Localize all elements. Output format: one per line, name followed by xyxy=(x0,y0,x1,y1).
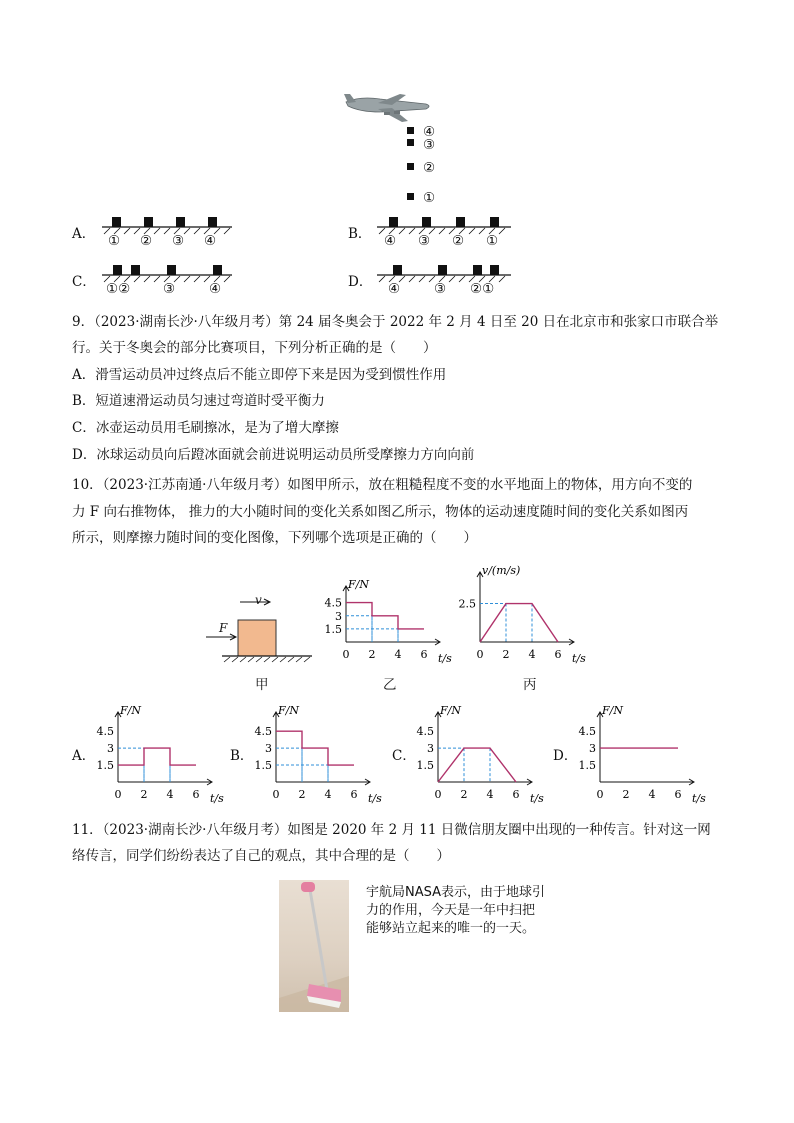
q9-option-c: C．冰壶运动员用毛刷擦冰，是为了增大摩擦 xyxy=(72,420,339,436)
landing-label: ④ xyxy=(204,233,217,249)
y-axis-label: F/N xyxy=(120,704,141,717)
landing-label: ④ xyxy=(384,233,397,249)
y-axis-label: F/N xyxy=(348,578,369,591)
x-tick-label: 2 xyxy=(368,648,376,661)
q9-option-d: D．冰球运动员向后蹬冰面就会前进说明运动员所受摩擦力方向向前 xyxy=(72,447,475,463)
landing-label: ②① xyxy=(470,281,495,297)
q10-stem: 力 F 向右推物体， 推力的大小随时间的变化关系如图乙所示，物体的运动速度随时间的变化关系如图丙 xyxy=(72,504,689,520)
y-tick-label: 1.5 xyxy=(96,759,114,773)
x-tick-label: 0 xyxy=(596,788,604,801)
x-tick-label: 4 xyxy=(324,788,332,801)
y-tick-label: 4.5 xyxy=(416,725,434,739)
x-tick-label: 6 xyxy=(350,788,358,801)
y-axis-label: F/N xyxy=(278,704,299,717)
rumor-caption-line: 力的作用，今天是一年中扫把 xyxy=(366,903,536,918)
landing-label: ③ xyxy=(172,233,185,249)
y-axis-label: F/N xyxy=(440,704,461,717)
q10-option-d-letter: D． xyxy=(553,748,578,764)
q10-option-c-letter: C． xyxy=(392,748,416,764)
x-tick-label: 2 xyxy=(140,788,148,801)
x-tick-label: 4 xyxy=(166,788,174,801)
force-label: F xyxy=(219,621,228,635)
landing-label: ③ xyxy=(418,233,431,249)
fig-caption-yi: 乙 xyxy=(383,677,397,693)
x-tick-label: 4 xyxy=(528,648,536,661)
landing-label: ④ xyxy=(388,281,401,297)
drop-box xyxy=(407,139,414,146)
q11-stem: 络传言，同学们纷纷表达了自己的观点，其中合理的是（ ） xyxy=(72,848,450,864)
x-tick-label: 2 xyxy=(502,648,510,661)
y-tick-label: 4.5 xyxy=(578,725,596,739)
y-tick-label: 4.5 xyxy=(324,596,342,610)
y-tick-label: 3 xyxy=(265,742,272,756)
velocity-label: v xyxy=(255,593,262,607)
landing-label: ①② xyxy=(106,281,131,297)
y-tick-label: 1.5 xyxy=(578,759,596,773)
x-tick-label: 0 xyxy=(114,788,122,801)
chart-option-a xyxy=(88,698,238,812)
y-tick-label: 4.5 xyxy=(96,725,114,739)
chart-option-d xyxy=(570,698,720,812)
broom-photo xyxy=(279,880,349,1012)
x-axis-label: t/s xyxy=(438,652,452,665)
series-line xyxy=(118,748,196,765)
fig-caption-bing: 丙 xyxy=(523,677,537,693)
q8-option-b-letter: B． xyxy=(348,226,372,242)
landing-label: ① xyxy=(486,233,499,249)
q8-option-c-letter: C． xyxy=(72,274,96,290)
drop-label: ④ xyxy=(423,124,436,140)
y-tick-label: 1.5 xyxy=(416,759,434,773)
x-axis-label: t/s xyxy=(692,792,706,805)
fig-caption-jia: 甲 xyxy=(255,677,269,693)
x-tick-label: 6 xyxy=(192,788,200,801)
q9-stem: 行。关于冬奥会的部分比赛项目，下列分析正确的是（ ） xyxy=(72,340,437,356)
x-tick-label: 6 xyxy=(554,648,562,661)
x-tick-label: 6 xyxy=(674,788,682,801)
drop-label: ① xyxy=(423,190,436,206)
x-tick-label: 2 xyxy=(460,788,468,801)
rumor-caption xyxy=(366,884,545,938)
x-tick-label: 2 xyxy=(622,788,630,801)
landing-label: ③ xyxy=(163,281,176,297)
x-tick-label: 6 xyxy=(420,648,428,661)
y-axis-label: F/N xyxy=(602,704,623,717)
y-tick-label: 1.5 xyxy=(254,759,272,773)
x-tick-label: 0 xyxy=(476,648,484,661)
x-tick-label: 0 xyxy=(342,648,350,661)
x-tick-label: 4 xyxy=(486,788,494,801)
series-line xyxy=(480,604,558,642)
q10-stem: 10．（2023·江苏南通·八年级月考）如图甲所示，放在粗糙程度不变的水平地面上的物体，用方向不变的 xyxy=(72,477,693,493)
y-tick-label: 3 xyxy=(589,742,596,756)
x-axis-label: t/s xyxy=(368,792,382,805)
q10-option-b-letter: B． xyxy=(230,748,254,764)
chart-yi xyxy=(316,572,466,672)
drop-box xyxy=(407,193,414,200)
y-tick-label: 3 xyxy=(335,609,342,623)
drop-label: ② xyxy=(423,160,436,176)
drop-label: ③ xyxy=(423,137,436,153)
y-tick-label: 3 xyxy=(107,742,114,756)
chart-bing xyxy=(450,558,600,672)
drop-box xyxy=(407,163,414,170)
q8-option-d-letter: D． xyxy=(348,274,373,290)
x-tick-label: 4 xyxy=(394,648,402,661)
y-axis-label: v/(m/s) xyxy=(482,564,521,577)
q9-stem: 9．（2023·湖南长沙·八年级月考）第 24 届冬奥会于 2022 年 2 月 4 日至 20 日在北京市和张家口市联合举 xyxy=(72,314,719,330)
airplane-icon xyxy=(344,94,429,122)
q9-option-a: A．滑雪运动员冲过终点后不能立即停下来是因为受到惯性作用 xyxy=(72,367,447,383)
x-axis-label: t/s xyxy=(572,652,586,665)
y-tick-label: 1.5 xyxy=(324,622,342,636)
landing-label: ② xyxy=(452,233,465,249)
q11-stem: 11．（2023·湖南长沙·八年级月考）如图是 2020 年 2 月 11 日微信朋友圈中出现的一种传言。针对这一网 xyxy=(72,822,711,838)
landing-label: ① xyxy=(108,233,121,249)
x-tick-label: 0 xyxy=(434,788,442,801)
series-line xyxy=(438,748,516,782)
landing-label: ② xyxy=(140,233,153,249)
rumor-caption-line: 能够站立起来的唯一的一天。 xyxy=(366,921,536,936)
q9-option-b: B．短道速滑运动员匀速过弯道时受平衡力 xyxy=(72,393,325,409)
broom-icon xyxy=(279,880,349,1012)
rumor-caption-line: 宇航局NASA表示，由于地球引 xyxy=(366,885,546,900)
x-tick-label: 6 xyxy=(512,788,520,801)
y-tick-label: 3 xyxy=(427,742,434,756)
drop-box xyxy=(407,127,414,134)
q10-option-a-letter: A． xyxy=(72,748,96,764)
landing-label: ③ xyxy=(434,281,447,297)
y-tick-label: 2.5 xyxy=(458,597,476,611)
x-tick-label: 2 xyxy=(298,788,306,801)
x-axis-label: t/s xyxy=(530,792,544,805)
y-tick-label: 4.5 xyxy=(254,725,272,739)
landing-label: ④ xyxy=(209,281,222,297)
q10-stem: 所示，则摩擦力随时间的变化图像，下列哪个选项是正确的（ ） xyxy=(72,530,477,546)
x-tick-label: 4 xyxy=(648,788,656,801)
pushed-block xyxy=(238,620,276,656)
chart-option-c xyxy=(408,698,558,812)
x-tick-label: 0 xyxy=(272,788,280,801)
q8-option-a-letter: A． xyxy=(72,226,96,242)
x-axis-label: t/s xyxy=(210,792,224,805)
chart-option-b xyxy=(246,698,396,812)
